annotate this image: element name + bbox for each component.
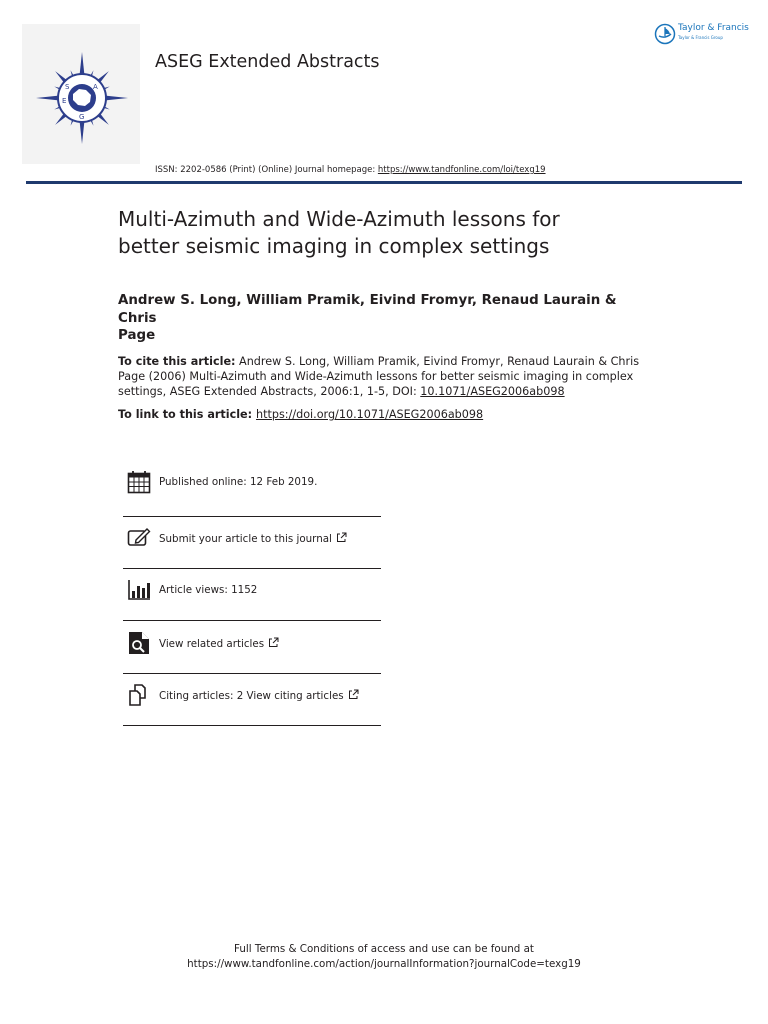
- issn-line: [155, 165, 546, 175]
- citation-label: To cite this article:: [118, 355, 236, 368]
- article-title-line1: Multi-Azimuth and Wide-Azimuth lessons for: [118, 207, 560, 231]
- citing-documents-icon: [127, 683, 151, 707]
- citation: [118, 354, 648, 399]
- publisher-logo[interactable]: [654, 22, 750, 48]
- bar-chart-icon: [127, 578, 151, 602]
- authors-line2: Page: [118, 328, 156, 343]
- article-link-line: [118, 408, 483, 421]
- svg-text:A: A: [93, 83, 98, 91]
- published-date: Published online: 12 Feb 2019.: [159, 476, 318, 488]
- article-doi-url[interactable]: https://doi.org/10.1071/ASEG2006ab098: [256, 408, 484, 421]
- external-link-icon: [268, 637, 279, 648]
- publisher-group: Taylor & Francis Group: [678, 35, 723, 40]
- related-label: View related articles: [159, 638, 265, 650]
- submit-label: Submit your article to this journal: [159, 533, 332, 545]
- svg-text:G: G: [79, 113, 85, 121]
- citing-row[interactable]: [123, 673, 381, 725]
- svg-text:E: E: [62, 97, 67, 105]
- citing-articles-link[interactable]: [159, 689, 359, 702]
- article-title-line2: better seismic imaging in complex settings: [118, 234, 550, 258]
- views-row: [123, 568, 381, 620]
- footer-terms-url[interactable]: https://www.tandfonline.com/action/journalInformation?journalCode=texg19: [187, 958, 581, 970]
- society-logo: [22, 24, 140, 164]
- external-link-icon: [348, 689, 359, 700]
- citing-label: Citing articles: 2 View citing articles: [159, 690, 344, 702]
- article-title: [118, 206, 618, 260]
- document-search-icon: [127, 631, 151, 655]
- citation-text: Andrew S. Long, William Pramik, Eivind Fromyr, Renaud Laurain & Chris Page (2006) Multi-Azimuth and Wide-Azimuth lessons for better seismic imaging in complex settings, ASEG Extended Abstracts, 2006:1, 1-5, DOI:: [118, 355, 640, 398]
- related-row[interactable]: [123, 621, 381, 673]
- journal-title[interactable]: ASEG Extended Abstracts: [155, 52, 380, 72]
- article-link-label: To link to this article:: [118, 408, 256, 421]
- calendar-icon: [127, 470, 151, 494]
- svg-text:S: S: [65, 83, 70, 91]
- submit-article-link[interactable]: [159, 532, 347, 545]
- issn-text: ISSN: 2202-0586 (Print) (Online) Journal homepage:: [155, 165, 378, 175]
- external-link-icon: [336, 532, 347, 543]
- authors-line1: Andrew S. Long, William Pramik, Eivind Fromyr, Renaud Laurain & Chris: [118, 293, 617, 326]
- info-separator: [123, 725, 381, 726]
- article-views: Article views: 1152: [159, 584, 258, 596]
- header-rule: [26, 181, 742, 184]
- submit-row[interactable]: [123, 516, 381, 568]
- doi-link[interactable]: 10.1071/ASEG2006ab098: [420, 385, 565, 398]
- related-articles-link[interactable]: [159, 637, 279, 650]
- published-row: [123, 460, 381, 512]
- edit-icon: [127, 526, 151, 550]
- footer-line1: Full Terms & Conditions of access and use can be found at: [234, 943, 534, 955]
- compass-star-logo-icon: [22, 24, 140, 164]
- article-authors: [118, 292, 628, 345]
- footer-terms: [0, 942, 768, 972]
- publisher-name: Taylor & Francis: [678, 23, 749, 33]
- taylor-francis-logo-icon: [654, 23, 676, 45]
- journal-homepage-link[interactable]: https://www.tandfonline.com/loi/texg19: [377, 165, 546, 175]
